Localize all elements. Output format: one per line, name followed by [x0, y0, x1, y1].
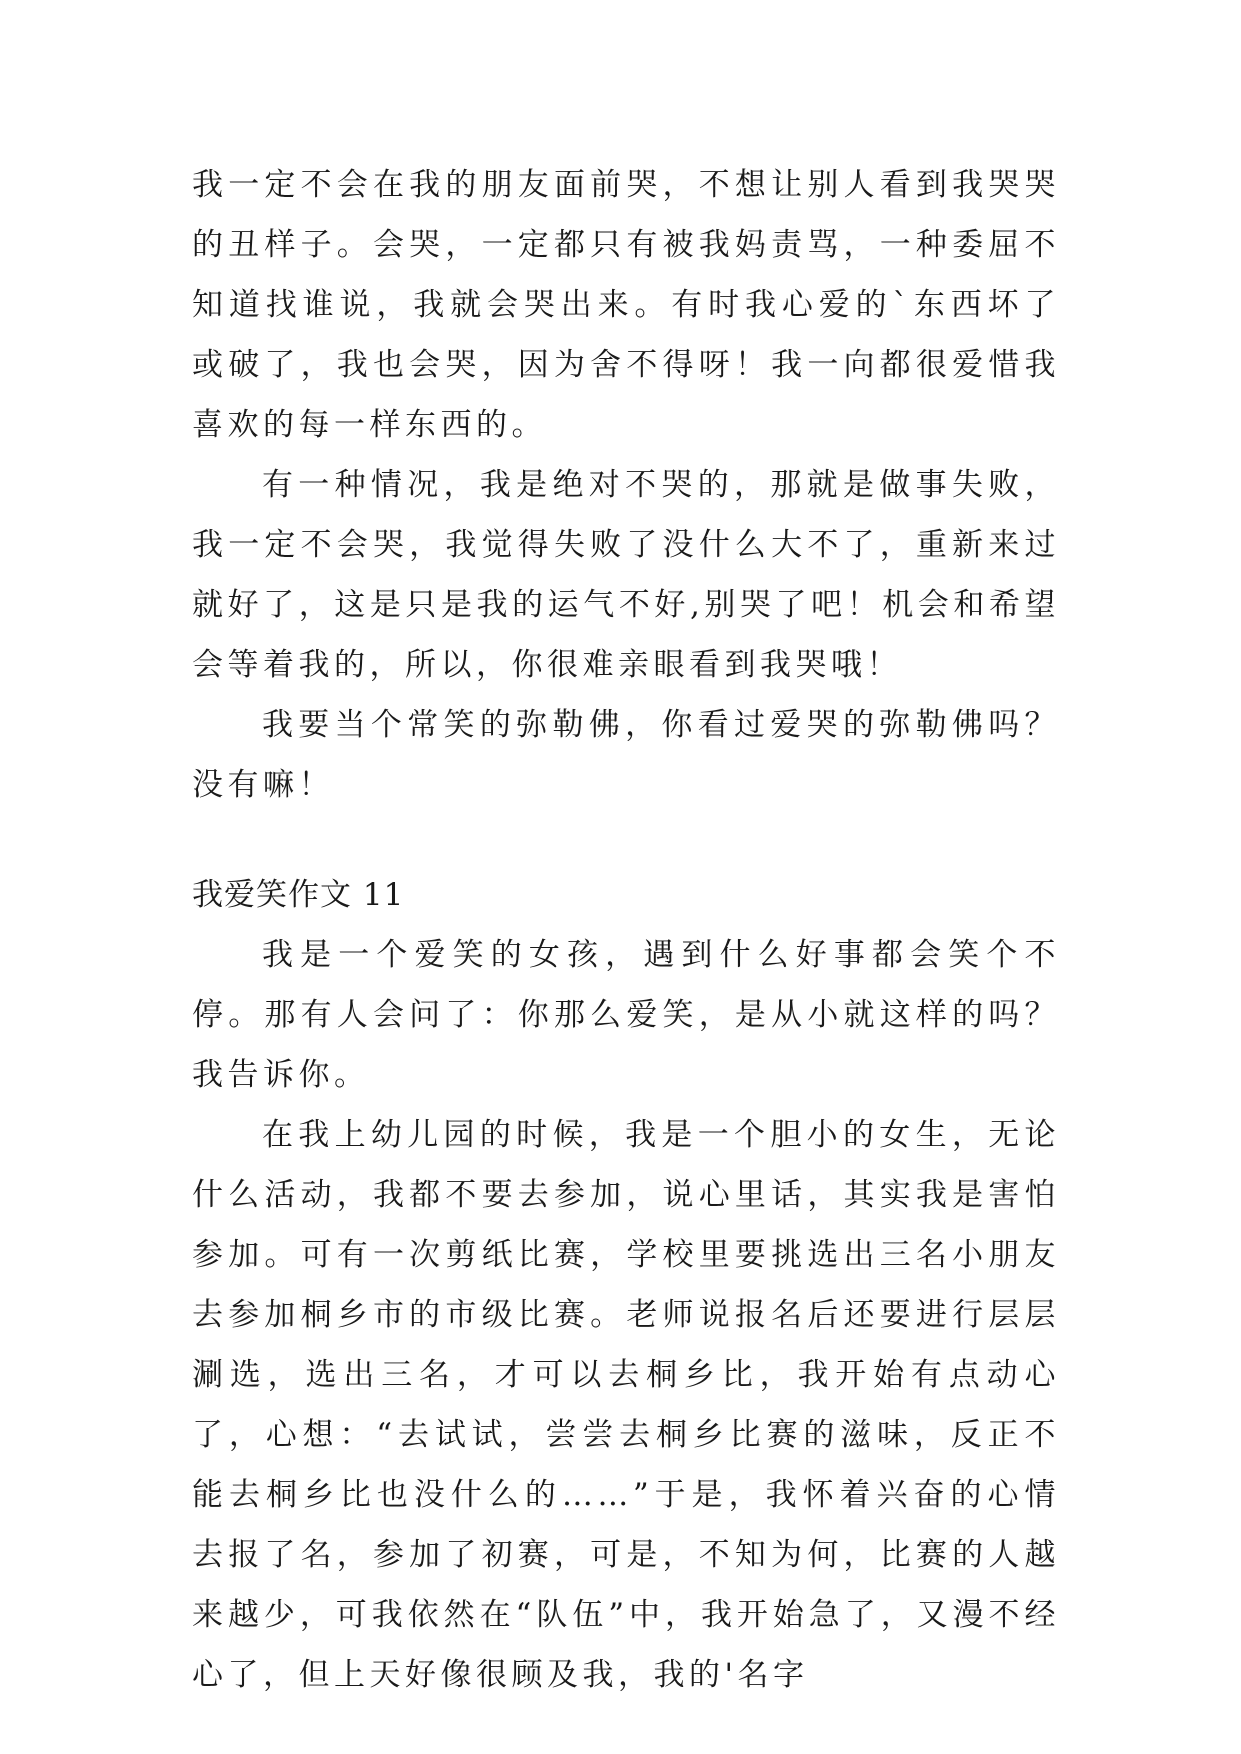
- paragraph: 我要当个常笑的弥勒佛，你看过爱哭的弥勒佛吗？没有嘛！: [192, 707, 1060, 803]
- paragraph: 在我上幼儿园的时候，我是一个胆小的女生，无论什么活动，我都不要去参加，说心里话，其实我是害怕参加。可有一次剪纸比赛，学校里要挑选出三名小朋友去参加桐乡市的市级比赛。老师说报名后还要进行层层涮选，选出三名，才可以去桐乡比，我开始有点动心了，心想：“去试试，尝尝去桐乡比赛的滋味，反正不能去桐乡比也没什么的……”于是，我怀着兴奋的心情去报了名，参加了初赛，可是，不知为何，比赛的人越来越少，可我依然在“队伍”中，我开始急了，又漫不经心了，但上天好像很顾及我，我的'名字: [192, 1117, 1060, 1693]
- section-gap: [192, 815, 1060, 865]
- document-body: [192, 155, 1060, 1705]
- paragraph: 我是一个爱笑的女孩，遇到什么好事都会笑个不停。那有人会问了：你那么爱笑，是从小就这样的吗？我告诉你。: [192, 937, 1060, 1093]
- paragraph: 有一种情况，我是绝对不哭的，那就是做事失败，我一定不会哭，我觉得失败了没什么大不了，重新来过就好了，这是只是我的运气不好,别哭了吧！机会和希望会等着我的，所以，你很难亲眼看到我哭哦！: [192, 467, 1060, 683]
- section-title: 我爱笑作文 11: [192, 877, 405, 913]
- paragraph: 我一定不会在我的朋友面前哭，不想让别人看到我哭哭的丑样子。会哭，一定都只有被我妈责骂，一种委屈不知道找谁说，我就会哭出来。有时我心爱的`东西坏了或破了，我也会哭，因为舍不得呀！我一向都很爱惜我喜欢的每一样东西的。: [192, 167, 1060, 443]
